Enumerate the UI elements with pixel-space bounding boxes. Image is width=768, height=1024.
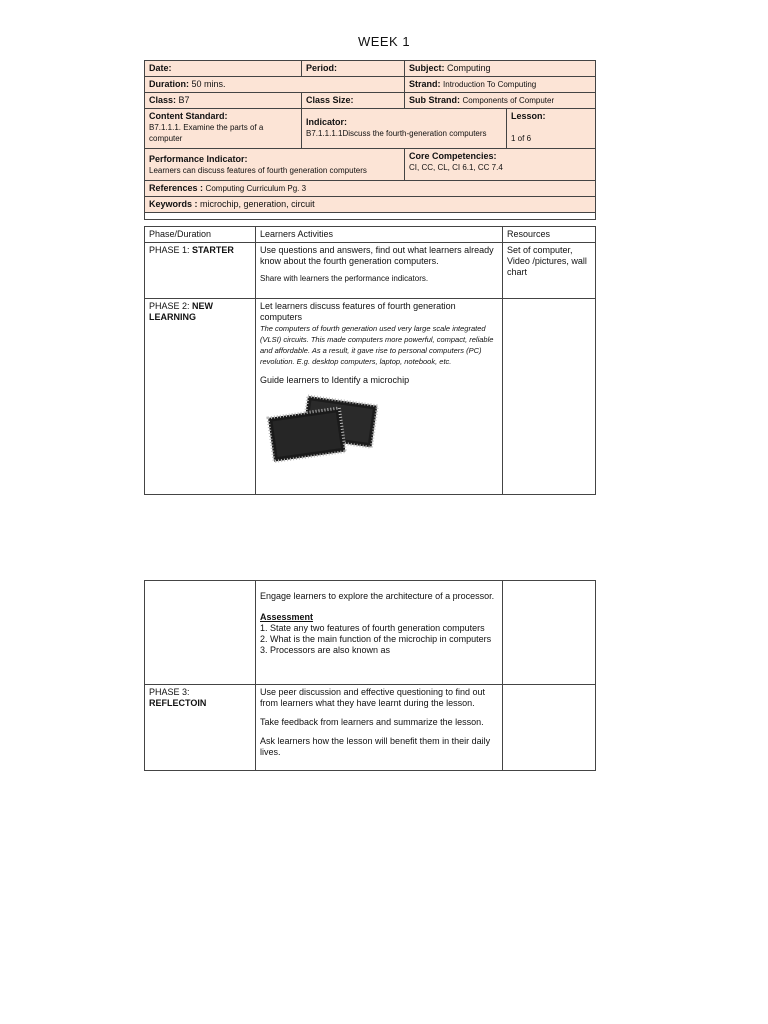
phase1-resources: Set of computer, Video /pictures, wall chart bbox=[503, 243, 596, 299]
phase3-resources bbox=[503, 685, 596, 771]
class-cell: Class: B7 bbox=[145, 93, 302, 109]
period-cell: Period: bbox=[302, 61, 405, 77]
strand-cell: Strand: Introduction To Computing bbox=[405, 77, 596, 93]
continued-activities: Engage learners to explore the architecture of a processor. Assessment 1. State any two features of fourth generation computers 2. What is the main function of the microchip in computers 3. Processors are also known as bbox=[256, 581, 503, 685]
keywords-cell: Keywords : microchip, generation, circuit bbox=[145, 197, 596, 213]
page-title: WEEK 1 bbox=[357, 34, 411, 49]
phase3-cell: PHASE 3: REFLECTOIN bbox=[145, 685, 256, 771]
continued-resources bbox=[503, 581, 596, 685]
references-cell: References : Computing Curriculum Pg. 3 bbox=[145, 181, 596, 197]
continued-phase-cell bbox=[145, 581, 256, 685]
phase1-activities: Use questions and answers, find out what learners already know about the fourth generation computers. Share with learners the performance indicators. bbox=[256, 243, 503, 299]
date-cell: Date: bbox=[145, 61, 302, 77]
learners-activities-header: Learners Activities bbox=[256, 227, 503, 243]
phase-duration-header: Phase/Duration bbox=[145, 227, 256, 243]
lesson-header-table bbox=[144, 60, 596, 220]
lesson-cell: Lesson: 1 of 6 bbox=[507, 109, 596, 149]
core-competencies-cell: Core Competencies: CI, CC, CL, CI 6.1, CC 7.4 bbox=[405, 149, 596, 181]
lesson-activities-table-continued bbox=[144, 580, 596, 771]
phase2-cell: PHASE 2: NEW LEARNING bbox=[145, 299, 256, 495]
phase1-cell: PHASE 1: STARTER bbox=[145, 243, 256, 299]
sub-strand-cell: Sub Strand: Components of Computer bbox=[405, 93, 596, 109]
duration-cell: Duration: 50 mins. bbox=[145, 77, 405, 93]
lesson-activities-table bbox=[144, 226, 596, 495]
performance-indicator-cell: Performance Indicator: Learners can discuss features of fourth generation computers bbox=[145, 149, 405, 181]
resources-header: Resources bbox=[503, 227, 596, 243]
microchip-image bbox=[260, 392, 400, 480]
subject-cell: Subject: Computing bbox=[405, 61, 596, 77]
phase2-activities: Let learners discuss features of fourth generation computers The computers of fourth generation used very large scale integrated (VLSI) circuits. This made computers more powerful, compact, reliable and affordable. As a result, it gave rise to personal computers (PC) revolution. E.g. desktop computers, laptop, notebook, etc. Guide learners to Identify a microchip bbox=[256, 299, 503, 495]
class-size-cell: Class Size: bbox=[302, 93, 405, 109]
phase2-resources bbox=[503, 299, 596, 495]
content-standard-cell: Content Standard: B7.1.1.1. Examine the parts of a computer bbox=[145, 109, 302, 149]
indicator-cell: Indicator: B7.1.1.1.1Discuss the fourth-generation computers bbox=[302, 109, 507, 149]
phase3-activities: Use peer discussion and effective questioning to find out from learners what they have learnt during the lesson. Take feedback from learners and summarize the lesson. Ask learners how the lesson will benefit them in their daily lives. bbox=[256, 685, 503, 771]
